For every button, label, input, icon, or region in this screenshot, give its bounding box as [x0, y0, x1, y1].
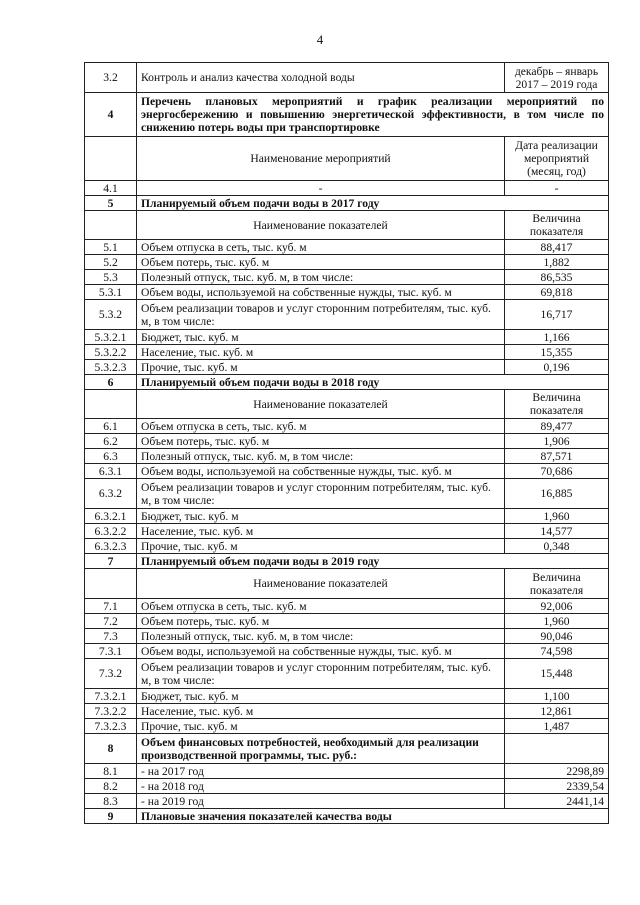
row-number: 6.3.2.3 [85, 539, 137, 554]
section-title: Плановые значения показателей качества воды [137, 809, 609, 824]
row-label: - [137, 181, 505, 196]
row-number: 5.3.2.1 [85, 330, 137, 345]
row-label: Объем реализации товаров и услуг сторонним потребителям, тыс. куб. м, в том числе: [137, 479, 505, 509]
section-title: Объем финансовых потребностей, необходимый для реализации производственной программы, тыс. руб.: [137, 734, 505, 764]
section-row [85, 375, 609, 390]
row-number: 6.3.2 [85, 479, 137, 509]
section-number: 5 [85, 196, 137, 211]
row-label: Объем отпуска в сеть, тыс. куб. м [137, 599, 505, 614]
row-value: 15,448 [505, 659, 609, 689]
row-number: 7.3 [85, 629, 137, 644]
section-title: Перечень плановых мероприятий и график реализации мероприятий по энергосбережению и повышению энергетической эффективности, в том числе по снижению потерь воды при транспортировке [137, 93, 609, 137]
row-label: Объем воды, используемой на собственные нужды, тыс. куб. м [137, 464, 505, 479]
row-label: Объем реализации товаров и услуг сторонним потребителям, тыс. куб. м, в том числе: [137, 659, 505, 689]
column-header-name: Наименование мероприятий [137, 137, 505, 181]
row-number: 6.3.2.2 [85, 524, 137, 539]
row-label: Объем отпуска в сеть, тыс. куб. м [137, 240, 505, 255]
row-value: 92,006 [505, 599, 609, 614]
table-row [85, 794, 609, 809]
section-row [85, 734, 609, 764]
table-row [85, 539, 609, 554]
table-row [85, 330, 609, 345]
row-number: 6.3.2.1 [85, 509, 137, 524]
row-number: 3.2 [85, 63, 137, 93]
column-header-name: Наименование показателей [137, 569, 505, 599]
row-label: Объем потерь, тыс. куб. м [137, 614, 505, 629]
section-row [85, 196, 609, 211]
row-value: 1,166 [505, 330, 609, 345]
section-row [85, 809, 609, 824]
section-title: Планируемый объем подачи воды в 2018 году [137, 375, 609, 390]
empty-cell [85, 211, 137, 240]
column-header-value: Величина показателя [505, 569, 609, 599]
column-header-name: Наименование показателей [137, 390, 505, 419]
row-label: Полезный отпуск, тыс. куб. м, в том числе: [137, 270, 505, 285]
section-title: Планируемый объем подачи воды в 2017 году [137, 196, 609, 211]
row-number: 4.1 [85, 181, 137, 196]
row-label: Население, тыс. куб. м [137, 524, 505, 539]
row-label: Объем реализации товаров и услуг сторонним потребителям, тыс. куб. м, в том числе: [137, 300, 505, 330]
row-number: 6.2 [85, 434, 137, 449]
table-row [85, 464, 609, 479]
table-row [85, 360, 609, 375]
empty-cell [505, 734, 609, 764]
row-label: - на 2017 год [137, 764, 505, 779]
empty-cell [85, 137, 137, 181]
table-row [85, 434, 609, 449]
row-number: 7.1 [85, 599, 137, 614]
row-value: 1,960 [505, 614, 609, 629]
empty-cell [85, 390, 137, 419]
row-number: 5.3.2.3 [85, 360, 137, 375]
page-number: 4 [316, 32, 324, 47]
table-row [85, 285, 609, 300]
row-value: 1,882 [505, 255, 609, 270]
row-value: 0,196 [505, 360, 609, 375]
row-number: 7.2 [85, 614, 137, 629]
row-value: 1,100 [505, 689, 609, 704]
row-value: 70,686 [505, 464, 609, 479]
row-number: 5.3.2 [85, 300, 137, 330]
table-header-row [85, 390, 609, 419]
row-value: 2339,54 [505, 779, 609, 794]
row-number: 5.3.1 [85, 285, 137, 300]
table-row [85, 719, 609, 734]
row-value: 90,046 [505, 629, 609, 644]
table-header-row [85, 211, 609, 240]
table-row [85, 779, 609, 794]
section-row [85, 93, 609, 137]
row-label: Население, тыс. куб. м [137, 704, 505, 719]
row-value: 88,417 [505, 240, 609, 255]
row-label: Объем потерь, тыс. куб. м [137, 255, 505, 270]
row-value: 74,598 [505, 644, 609, 659]
section-title: Планируемый объем подачи воды в 2019 году [137, 554, 609, 569]
row-value: 1,906 [505, 434, 609, 449]
row-number: 6.3.1 [85, 464, 137, 479]
row-value: - [505, 181, 609, 196]
row-number: 8.3 [85, 794, 137, 809]
empty-cell [85, 569, 137, 599]
table-row [85, 704, 609, 719]
table-row [85, 181, 609, 196]
row-number: 5.2 [85, 255, 137, 270]
row-label: Объем воды, используемой на собственные нужды, тыс. куб. м [137, 285, 505, 300]
row-label: - на 2018 год [137, 779, 505, 794]
table-row [85, 689, 609, 704]
table-row [85, 644, 609, 659]
row-value: 1,487 [505, 719, 609, 734]
table-row [85, 240, 609, 255]
program-table [84, 62, 609, 824]
row-label: Объем отпуска в сеть, тыс. куб. м [137, 419, 505, 434]
table-row [85, 599, 609, 614]
row-value: 14,577 [505, 524, 609, 539]
table-row [85, 659, 609, 689]
row-number: 7.3.2.2 [85, 704, 137, 719]
table-row [85, 270, 609, 285]
row-label: Бюджет, тыс. куб. м [137, 689, 505, 704]
row-number: 7.3.2.3 [85, 719, 137, 734]
row-label: Объем воды, используемой на собственные нужды, тыс. куб. м [137, 644, 505, 659]
section-row [85, 554, 609, 569]
row-label: Прочие, тыс. куб. м [137, 719, 505, 734]
row-label: Прочие, тыс. куб. м [137, 360, 505, 375]
table-row [85, 300, 609, 330]
table-header-row [85, 137, 609, 181]
row-value: 69,818 [505, 285, 609, 300]
row-label: Бюджет, тыс. куб. м [137, 330, 505, 345]
table-row [85, 255, 609, 270]
table-row [85, 449, 609, 464]
row-value: 86,535 [505, 270, 609, 285]
row-value: 16,717 [505, 300, 609, 330]
row-number: 5.1 [85, 240, 137, 255]
row-label: Полезный отпуск, тыс. куб. м, в том числе: [137, 629, 505, 644]
row-number: 7.3.2 [85, 659, 137, 689]
row-label: Прочие, тыс. куб. м [137, 539, 505, 554]
row-value: декабрь – январь 2017 – 2019 года [505, 63, 609, 93]
row-number: 5.3 [85, 270, 137, 285]
table-row [85, 629, 609, 644]
row-number: 8.2 [85, 779, 137, 794]
table-row [85, 524, 609, 539]
row-value: 1,960 [505, 509, 609, 524]
table-header-row [85, 569, 609, 599]
row-number: 7.3.2.1 [85, 689, 137, 704]
column-header-value: Величина показателя [505, 390, 609, 419]
column-header-name: Наименование показателей [137, 211, 505, 240]
row-label: - на 2019 год [137, 794, 505, 809]
section-number: 4 [85, 93, 137, 137]
section-number: 9 [85, 809, 137, 824]
row-label: Объем потерь, тыс. куб. м [137, 434, 505, 449]
table-row [85, 614, 609, 629]
column-header-value: Величина показателя [505, 211, 609, 240]
row-value: 0,348 [505, 539, 609, 554]
program-table-body [85, 63, 609, 824]
row-value: 16,885 [505, 479, 609, 509]
row-number: 6.3 [85, 449, 137, 464]
table-row [85, 419, 609, 434]
row-label: Контроль и анализ качества холодной воды [137, 63, 505, 93]
section-number: 8 [85, 734, 137, 764]
section-number: 6 [85, 375, 137, 390]
row-label: Население, тыс. куб. м [137, 345, 505, 360]
row-value: 12,861 [505, 704, 609, 719]
row-number: 6.1 [85, 419, 137, 434]
row-value: 2298,89 [505, 764, 609, 779]
row-value: 89,477 [505, 419, 609, 434]
row-label: Бюджет, тыс. куб. м [137, 509, 505, 524]
section-number: 7 [85, 554, 137, 569]
table-row [85, 479, 609, 509]
table-row [85, 63, 609, 93]
table-row [85, 764, 609, 779]
table-row [85, 509, 609, 524]
row-value: 2441,14 [505, 794, 609, 809]
row-number: 8.1 [85, 764, 137, 779]
row-value: 15,355 [505, 345, 609, 360]
table-row [85, 345, 609, 360]
row-number: 7.3.1 [85, 644, 137, 659]
column-header-value: Дата реализации мероприятий (месяц, год) [505, 137, 609, 181]
row-label: Полезный отпуск, тыс. куб. м, в том числе: [137, 449, 505, 464]
row-number: 5.3.2.2 [85, 345, 137, 360]
row-value: 87,571 [505, 449, 609, 464]
